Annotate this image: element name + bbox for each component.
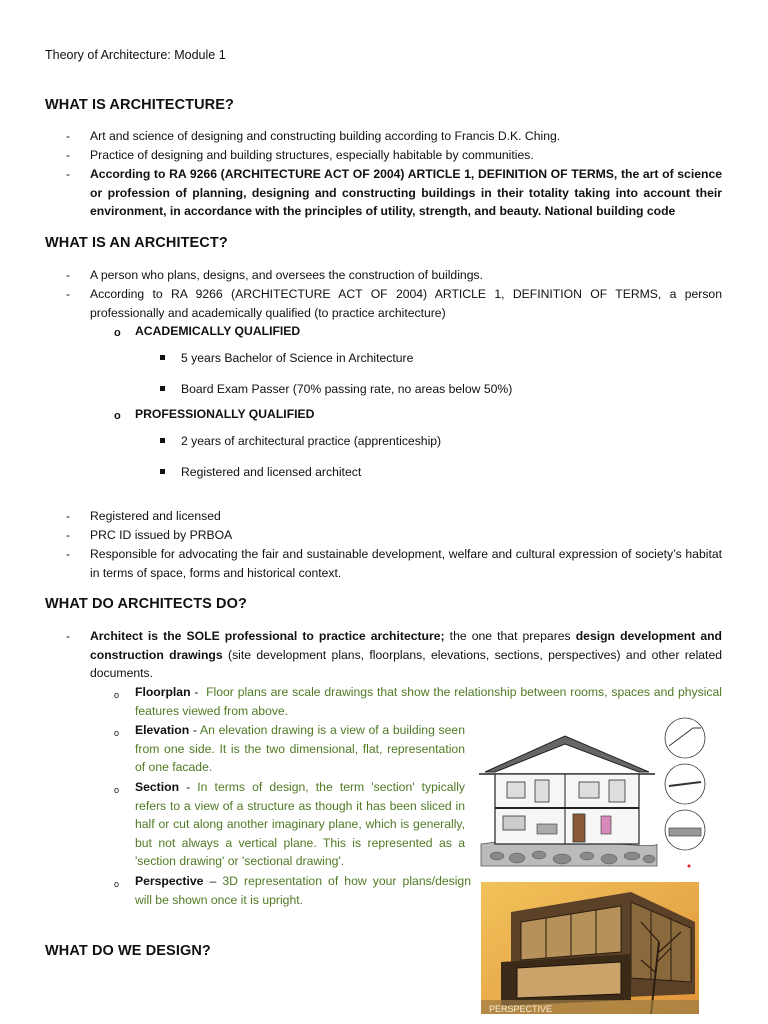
- academically-qualified-label: ACADEMICALLY QUALIFIED: [135, 324, 301, 338]
- square-bullet: [160, 355, 165, 360]
- perspective-item: [135, 872, 471, 909]
- section-term: Section: [135, 780, 180, 794]
- elevation-desc: An elevation drawing is a view of a building seen from one side. It is the two dimensional, flat, representation of one facade.: [135, 723, 465, 774]
- circle-bullet: o: [114, 728, 120, 738]
- architect-definition-2: According to RA 9266 (ARCHITECTURE ACT OF 2004) ARTICLE 1, DEFINITION OF TERMS, a person professionally and academically qualified (to practice architecture): [90, 287, 722, 320]
- elevation-sep: -: [189, 723, 200, 737]
- heading-what-do-we-design: WHAT DO WE DESIGN?: [45, 943, 211, 959]
- dash-bullet: -: [66, 509, 71, 523]
- circle-bullet: o: [114, 327, 121, 339]
- heading-what-do-architects-do: WHAT DO ARCHITECTS DO?: [45, 596, 247, 612]
- floorplan-item: [135, 683, 722, 720]
- circle-bullet: o: [114, 785, 120, 795]
- intro-bold-1: Architect is the SOLE professional to practice architecture;: [90, 629, 445, 643]
- architecture-definition-3: According to RA 9266 (ARCHITECTURE ACT OF 2004) ARTICLE 1, DEFINITION OF TERMS, the art of science or profession of planning, designing and constructing buildings in their totality taking into account their environment, in accordance with the principles of utility, strength, and beauty. National building code: [90, 167, 722, 218]
- dash-bullet: -: [66, 629, 71, 643]
- perspective-desc: 3D representation of how your plans/design will be shown once it is upright.: [135, 874, 471, 907]
- perspective-caption: PERSPECTIVE: [489, 1004, 553, 1014]
- page-header: Theory of Architecture: Module 1: [45, 48, 226, 62]
- professionally-qualified-label: PROFESSIONALLY QUALIFIED: [135, 407, 315, 421]
- professional-item: 2 years of architectural practice (apprenticeship): [181, 434, 442, 448]
- dash-bullet: -: [66, 528, 71, 542]
- architect-registered: Registered and licensed: [90, 509, 221, 523]
- floorplan-sep: -: [190, 685, 207, 699]
- square-bullet: [160, 469, 165, 474]
- floorplan-desc: Floor plans are scale drawings that show the relationship between rooms, spaces and physical features viewed from above.: [135, 685, 723, 718]
- perspective-sketch-drawing: [481, 882, 699, 1014]
- dash-bullet: -: [66, 148, 71, 162]
- section-desc: In terms of design, the term 'section' typically refers to a view of a structure as though it has been sliced in half or cut along another imaginary plane, which is generally, but not always a vertical plane. This is represented as a 'section drawing' or 'sectional drawing'.: [135, 780, 465, 868]
- circle-bullet: o: [114, 879, 120, 889]
- intro-text-2: (site development plans, floorplans, elevations, sections, perspectives) and other related documents.: [90, 647, 722, 680]
- dash-bullet: -: [66, 129, 71, 143]
- square-bullet: [160, 386, 165, 391]
- circle-bullet: o: [114, 410, 121, 422]
- architect-responsibility: Responsible for advocating the fair and sustainable development, welfare and cultural expression of society’s habitat in terms of space, forms and historical context.: [90, 547, 722, 580]
- architect-definition-1: A person who plans, designs, and oversees the construction of buildings.: [90, 268, 483, 282]
- academic-item: Board Exam Passer (70% passing rate, no areas below 50%): [181, 382, 513, 396]
- heading-what-is-architecture: WHAT IS ARCHITECTURE?: [45, 97, 234, 113]
- section-item: [135, 778, 465, 871]
- architecture-definition-2: Practice of designing and building structures, especially habitable by communities.: [90, 148, 534, 162]
- elevation-item: [135, 721, 465, 777]
- section-sep: -: [179, 780, 198, 794]
- academic-item: 5 years Bachelor of Science in Architecture: [181, 351, 414, 365]
- dash-bullet: -: [66, 547, 71, 561]
- house-section-drawing: [477, 716, 714, 874]
- professional-item: Registered and licensed architect: [181, 465, 362, 479]
- elevation-term: Elevation: [135, 723, 190, 737]
- circle-bullet: o: [114, 690, 120, 700]
- architects-do-intro: [90, 627, 722, 683]
- dash-bullet: -: [66, 268, 71, 282]
- architecture-definition-1: Art and science of designing and constructing building according to Francis D.K. Ching.: [90, 129, 561, 143]
- floorplan-term: Floorplan: [135, 685, 191, 699]
- perspective-term: Perspective: [135, 874, 204, 888]
- square-bullet: [160, 438, 165, 443]
- dash-bullet: -: [66, 287, 71, 301]
- perspective-sep: –: [203, 874, 223, 888]
- architect-prc-id: PRC ID issued by PRBOA: [90, 528, 233, 542]
- intro-text-1: the one that prepares: [444, 629, 576, 643]
- heading-what-is-an-architect: WHAT IS AN ARCHITECT?: [45, 235, 228, 251]
- intro-bold-2: design development and construction drawings: [90, 629, 723, 662]
- dash-bullet: -: [66, 167, 71, 181]
